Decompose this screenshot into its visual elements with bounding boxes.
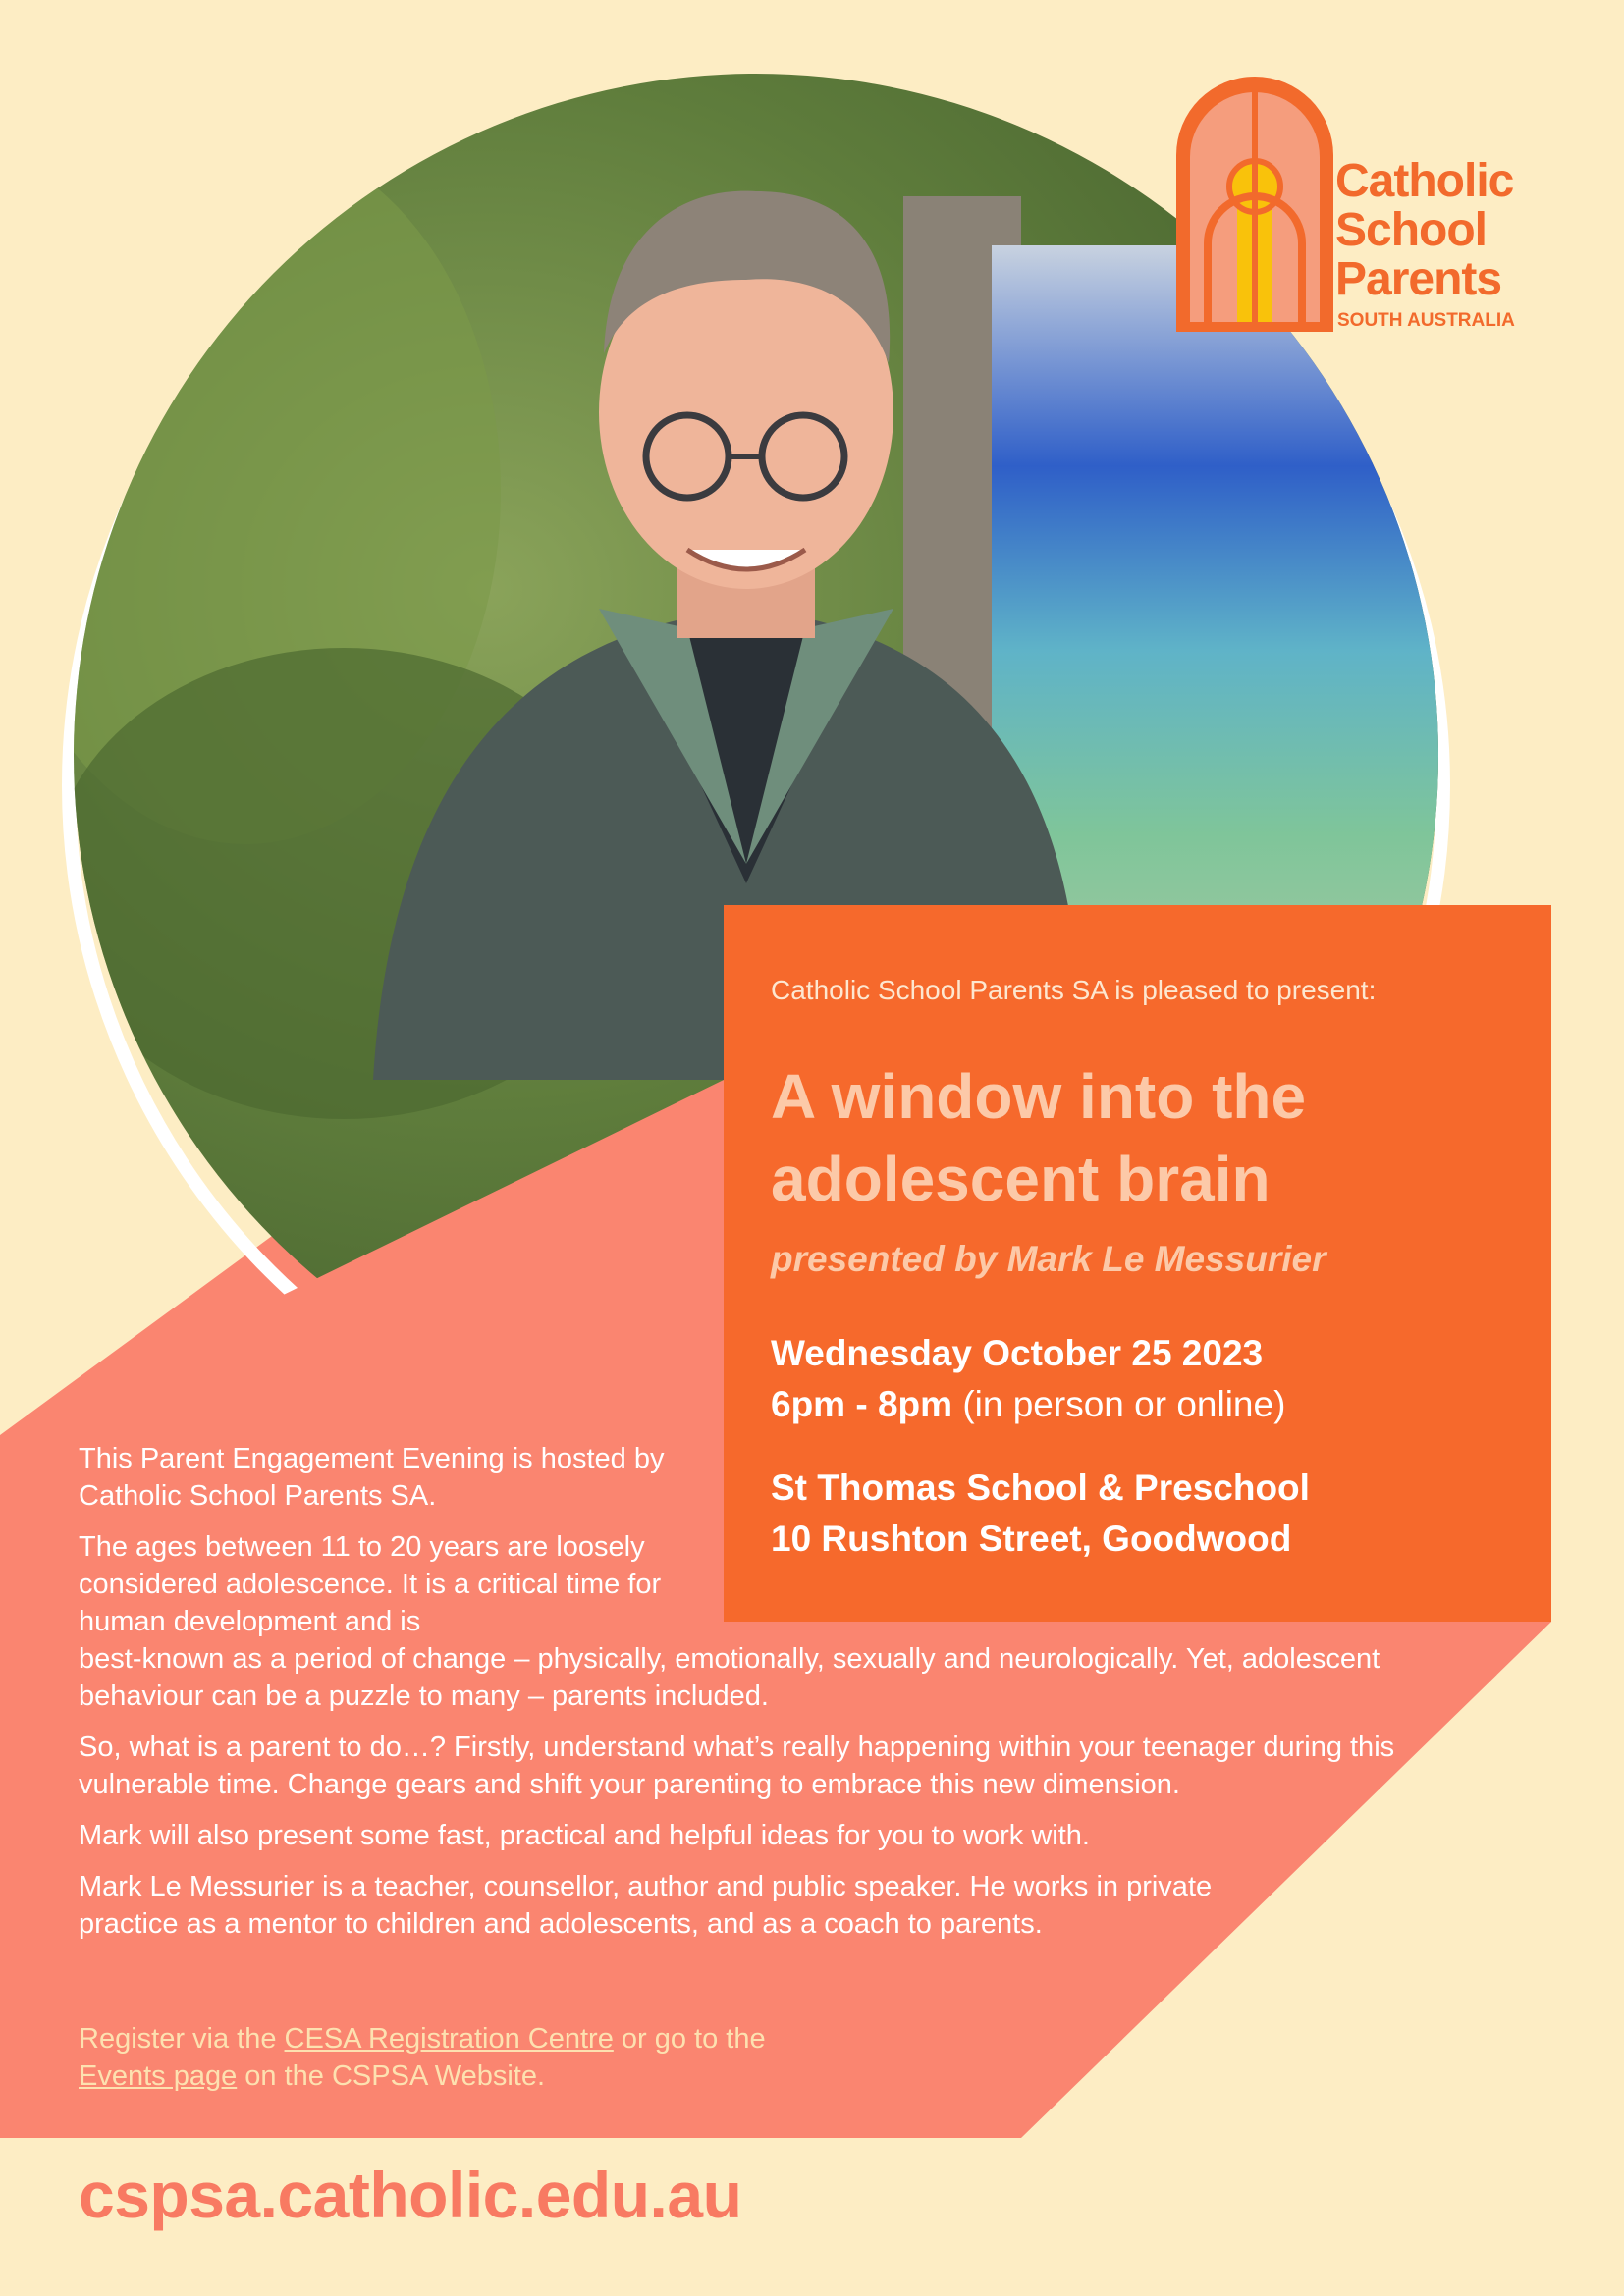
register-suffix: on the CSPSA Website. <box>237 2060 546 2092</box>
logo-line3: Parents <box>1335 253 1502 305</box>
event-title <box>771 1055 1537 1220</box>
paragraph-adolescence-end: best-known as a period of change – physically, emotionally, sexually and neurologically. Yet, adolescent behaviour can be a puzzle to many – parents included. <box>79 1643 1380 1712</box>
venue-address: 10 Rushton Street, Goodwood <box>771 1519 1292 1559</box>
paragraph-hosted: This Parent Engagement Evening is hosted by Catholic School Parents SA. <box>79 1443 665 1512</box>
event-intro: Catholic School Parents SA is pleased to present: <box>771 975 1377 1005</box>
paragraph-adolescence <box>79 1528 1424 1715</box>
venue-name: St Thomas School & Preschool <box>771 1468 1310 1508</box>
event-description <box>79 1440 1424 1956</box>
paragraph-bio: Mark Le Messurier is a teacher, counsellor, author and public speaker. He works in private practice as a mentor to children and adolescents, and as a coach to parents. <box>79 1871 1213 1940</box>
registration-info <box>79 2020 962 2095</box>
logo-line2: School <box>1335 204 1488 256</box>
event-time-note: (in person or online) <box>952 1384 1286 1424</box>
register-prefix: Register via the <box>79 2023 285 2055</box>
logo-line1: Catholic <box>1335 155 1514 207</box>
paragraph-parent-todo: So, what is a parent to do…? Firstly, understand what’s really happening within your teenager during this vulnerable time. Change gears and shift your parenting to embrace this new dimension. <box>79 1732 1395 1800</box>
register-middle: or go to the <box>613 2023 766 2055</box>
title-line2: adolescent brain <box>771 1144 1271 1214</box>
website-url[interactable]: cspsa.catholic.edu.au <box>79 2159 742 2231</box>
events-page-link[interactable]: Events page <box>79 2060 238 2092</box>
event-presenter: presented by Mark Le Messurier <box>771 1239 1326 1279</box>
paragraph-practical-ideas: Mark will also present some fast, practical and helpful ideas for you to work with. <box>79 1820 1090 1851</box>
event-time <box>771 1384 1285 1425</box>
logo-wordmark <box>1335 157 1513 304</box>
title-line1: A window into the <box>771 1061 1307 1132</box>
logo-subtitle: SOUTH AUSTRALIA <box>1337 310 1515 331</box>
event-time-range: 6pm - 8pm <box>771 1384 953 1424</box>
cesa-registration-link[interactable]: CESA Registration Centre <box>284 2023 614 2055</box>
event-date: Wednesday October 25 2023 <box>771 1333 1264 1373</box>
paragraph-adolescence-start: The ages between 11 to 20 years are loosely considered adolescence. It is a critical time for human development and is <box>79 1531 662 1637</box>
